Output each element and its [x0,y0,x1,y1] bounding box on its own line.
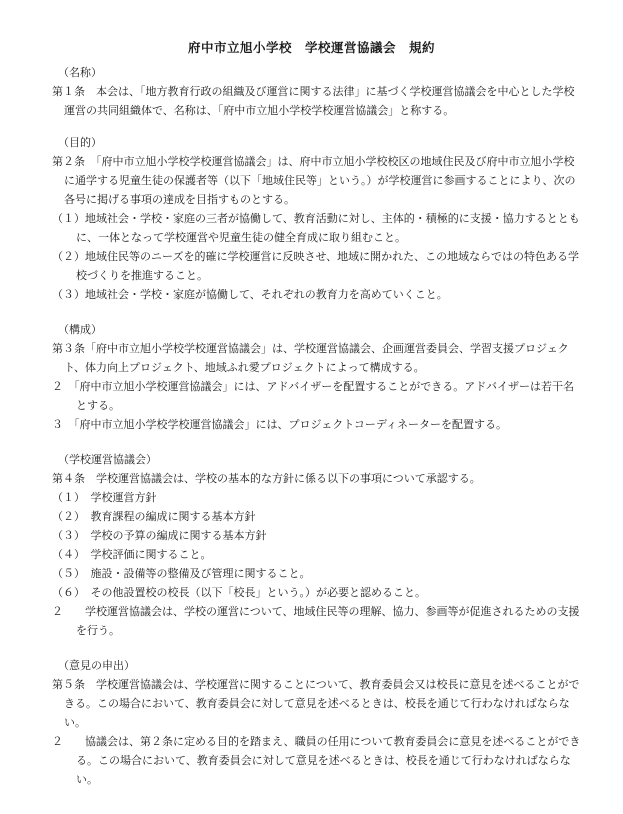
article-4-item-3: （３） 学校の予算の編成に関する基本方針 [52,529,267,542]
article-5: 第５条 学校運営協議会は、学校運営に関することについて、教育委員会又は校長に意見を述べることができる。この場合において、教育委員会に対して意見を述べるときは、校長を通じて行わなければならない。 [52,678,580,729]
section-heading: （意見の申出） [58,659,135,672]
article-2-item-2: （２）地域住民等のニーズを的確に学校運営に反映させ、地域に開かれた、この地域ならではの特色ある学校づくりを推進すること。 [52,250,580,282]
article-5-clause-2: ２ 協議会は、第２条に定める目的を踏まえ、職員の任用について教育委員会に意見を述べることができる。この場合において、教育委員会に対して意見を述べるときは、校長を通じて行わなければならない。 [52,735,581,786]
section-council [52,450,582,640]
article-4-item-5: （５） 施設・設備等の整備及び管理に関すること。 [52,567,311,580]
article-4-item-6: （６） その他設置校の校長（以下「校長」という。）が必要と認めること。 [52,586,426,599]
article-3-clause-2: ２ 「府中市立旭小学校運営協議会」には、アドバイザーを配置することができる。アドバイザーは若干名とする。 [52,380,575,412]
article-3: 第３条「府中市立旭小学校学校運営協議会」は、学校運営協議会、企画運営委員会、学習支援プロジェクト、体力向上プロジェクト、地域ふれ愛プロジェクトによって構成する。 [52,342,569,374]
section-heading: （構成） [58,323,102,336]
article-4-item-4: （４） 学校評価に関すること。 [52,548,212,561]
section-composition [52,320,582,434]
section-opinion [52,656,582,789]
article-2-item-1: （１）地域社会・学校・家庭の三者が協働して、教育活動に対し、主体的・積極的に支援・協力するとともに、一体となって学校運営や児童生徒の健全育成に取り組むこと。 [52,212,580,244]
section-heading: （学校運営協議会） [58,453,157,466]
article-1: 第１条 本会は、「地方教育行政の組織及び運営に関する法律」に基づく学校運営協議会を中心とした学校運営の共同組織体で、名称は、「府中市立旭小学校学校運営協議会」と称する。 [52,85,575,117]
document-title: 府中市立旭小学校 学校運営協議会 規約 [187,40,435,55]
article-2: 第２条 「府中市立旭小学校学校運営協議会」は、府中市立旭小学校校区の地域住民及び府中市立旭小学校に通学する児童生徒の保護者等（以下「地域住民等」という。）が学校運営に参画することにより、次の各号に掲げる事項の達成を目指すものとする。 [52,155,576,206]
article-2-item-3: （３）地域社会・学校・家庭が協働して、それぞれの教育力を高めていくこと。 [52,288,448,301]
article-4-item-1: （１） 学校運営方針 [52,491,157,504]
article-3-clause-3: ３ 「府中市立旭小学校学校運営協議会」には、プロジェクトコーディネーターを配置する。 [52,418,507,431]
article-4: 第４条 学校運営協議会は、学校の基本的な方針に係る以下の事項について承認する。 [52,472,481,485]
section-purpose [52,133,582,304]
section-heading: （目的） [58,136,102,149]
article-4-item-2: （２） 教育課程の編成に関する基本方針 [52,510,256,523]
article-4-clause-2: ２ 学校運営協議会は、学校の運営について、地域住民等の理解、協力、参画等が促進されるための支援を行う。 [52,605,580,637]
section-heading: （名称） [58,66,102,79]
section-name [52,63,582,120]
